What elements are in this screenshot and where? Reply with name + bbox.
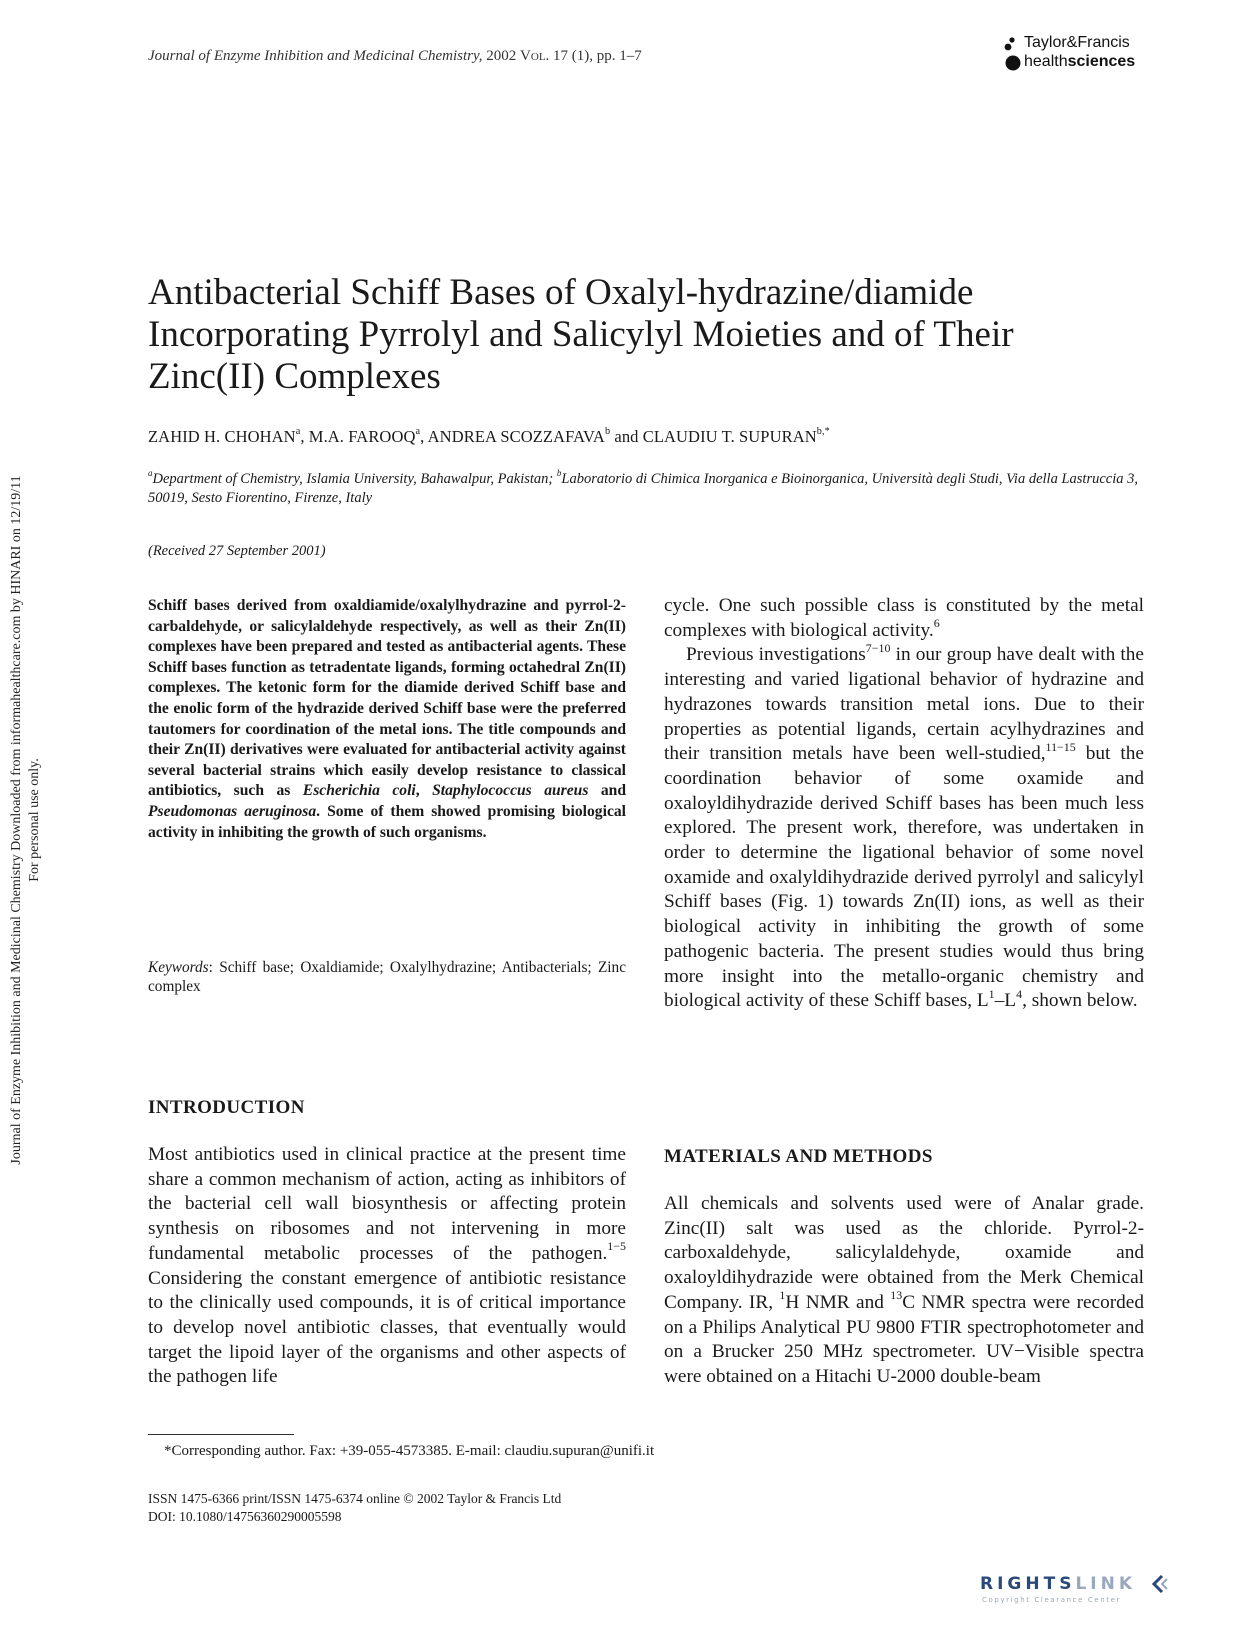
methods-text: All chemicals and solvents used were of Analar grade. Zinc(II) salt was used as the chloride. Pyrrol-2-carboxaldehyde, salicylaldehyde, oxamide and oxaloyldihydrazide were obtained from the Merk Chemical Company. IR, $^1$H NMR and $^{13}$C NMR spectra were recorded on a Philips Analytical PU 9800 FTIR spectrophotometer and on a Brucker 250 MHz spectrometer. UV−Visible spectra were obtained on a Hitachi U-2000 double-beam (664, 1193, 1145, 1387)
doi-line[interactable]: DOI: 10.1080/14756360290005598 (148, 1509, 342, 1524)
author-1: ZAHID H. CHOHAN (148, 427, 296, 446)
introduction-text: Most antibiotics used in clinical practice at the present time share a common mechanism of action, acting as inhibitors of the bacterial cell wall biosynthesis or affecting protein synthesis on ribosomes and not intervening in more fundamental metabolic processes of the pathogen.$^{1-5}$ Considering the constant emergence of antibiotic resistance to the clinically used compounds, it is of critical importance to develop novel antibiotic classes, that eventually would target the lipoid layer of the organisms and other aspects of the pathogen life (148, 1144, 626, 1388)
author-2: , M.A. FAROOQ (300, 427, 416, 446)
journal-name: Journal of Enzyme Inhibition and Medicinal Chemistry, (148, 48, 483, 64)
species-p-aeruginosa: Pseudomonas aeruginosa (148, 802, 317, 820)
taylor-francis-logo-icon (1002, 36, 1022, 72)
author-4: and CLAUDIU T. SUPURAN (610, 427, 817, 446)
journal-vol-pages: 17 (1), pp. 1–7 (553, 48, 642, 64)
article-title (148, 272, 1128, 398)
side-note-line1: Journal of Enzyme Inhibition and Medicinal Chemistry Downloaded from informahealthcare.com by HINARI on 12/19/11 (9, 475, 24, 1165)
rightslink-subtitle: Copyright Clearance Center (982, 1596, 1122, 1604)
citation[interactable]: 1−5 (607, 1239, 626, 1254)
rightslink-arrow-icon (1152, 1575, 1168, 1593)
author-list: ZAHID H. CHOHAN$^a$, M.A. FAROOQ$^a$, ANDREA SCOZZAFAVA$^b$ and CLAUDIU T. $SUPURAN^{b,*}$ (148, 426, 830, 446)
footnote-divider (148, 1434, 294, 1435)
abstract: Schiff bases derived from oxaldiamide/oxalylhydrazine and pyrrol-2-carbaldehyde, or salicylaldehyde respectively, as well as their Zn(II) complexes have been prepared and tested as antibacterial agents. These Schiff bases function as tetradentate ligands, forming octahedral Zn(II) complexes. The ketonic form for the diamide derived Schiff base and the enolic form of the hydrazide derived Schiff base were the preferred tautomers for coordination of the metal ions. The title compounds and their Zn(II) derivatives were evaluated for antibacterial activity against several bacterial strains which easily develop resistance to classical antibiotics, such as Escherichia coli, Staphylococcus aureus and Pseudomonas aeruginosa. Some of them showed promising biological activity in inhibiting the growth of such organisms. (148, 597, 627, 841)
section-heading-methods: MATERIALS AND METHODS (664, 1146, 933, 1167)
publisher-name: Taylor&Francis (1024, 34, 1130, 51)
issn-line: ISSN 1475-6366 print/ISSN 1475-6374 online © 2002 Taylor & Francis Ltd (148, 1491, 562, 1506)
journal-vol-label: Vol. (520, 48, 550, 64)
citation[interactable]: 6 (933, 616, 940, 631)
corresponding-author-footnote: *Corresponding author. Fax: +39-055-4573385. E-mail: claudiu.supuran@unifi.it (164, 1443, 655, 1459)
title-line-3: Zinc(II) Complexes (148, 356, 441, 397)
citation[interactable]: 7−10 (865, 640, 891, 655)
affiliation-b: Laboratorio di Chimica Inorganica e Bioinorganica, Università degli Studi, Via della Lastruccia 3, 50019, Sesto Fiorentino, Firenze, Italy (148, 471, 1138, 506)
right-column-text: cycle. One such possible class is constituted by the metal complexes with biological activity.$^6$ Previous investigations$^{7-10}$ in our group have dealt with the interesting and varied ligational behavior of hydrazine and hydrazones towards transition metal ions. Due to their properties as potential ligands, certain acylhydrazines and their transition metals have been well-studied,$^{11-15}$ but the coordination behavior of some oxamide and oxaloyldihydrazide derived Schiff bases has been much less explored. The present work, therefore, was undertaken in order to determine the ligational behavior of some novel oxamide and oxalyldihydrazide derived pyrrolyl and salicylyl Schiff bases (Fig. 1) towards Zn(II) ions, as well as their biological activity in inhibiting the growth of some pathogenic bacteria. The present studies would thus bring more insight into the metallo-organic chemistry and biological activity of these Schiff bases, $L^1-L^4$, shown below. (664, 595, 1144, 1012)
journal-year: 2002 (486, 48, 517, 64)
publisher-division: healthsciences (1024, 53, 1136, 70)
affiliation-a: Department of Chemistry, Islamia University, Bahawalpur, Pakistan; (152, 471, 557, 487)
species-e-coli: Escherichia coli (302, 782, 416, 800)
citation[interactable]: 11−15 (1045, 739, 1076, 754)
keywords-label: Keywords (148, 959, 209, 976)
title-line-1: Antibacterial Schiff Bases of Oxalyl-hydrazine/diamide (148, 272, 974, 313)
journal-header (148, 48, 642, 65)
rightslink-wordmark: RIGHTSLINK (980, 1574, 1136, 1594)
download-side-note (8, 420, 68, 1220)
species-s-aureus: Staphylococcus aureus (432, 782, 589, 800)
keywords (148, 958, 626, 996)
affiliations: $^a$Department of Chemistry, Islamia University, Bahawalpur, Pakistan; $^b$Laboratorio di Chimica Inorganica e Bioinorganica, Università degli Studi, Via della Lastruccia 3, 50019, Sesto Fiorentino, Firenze, Italy (148, 468, 1138, 506)
author-3: , ANDREA SCOZZAFAVA (420, 427, 605, 446)
received-date: (Received 27 September 2001) (148, 543, 326, 559)
keywords-text: : Schiff base; Oxaldiamide; Oxalylhydrazine; Antibacterials; Zinc complex (148, 959, 626, 995)
section-heading-introduction: INTRODUCTION (148, 1097, 305, 1118)
rightslink-logo[interactable] (980, 1574, 1170, 1610)
side-note-line2: For personal use only. (27, 758, 42, 882)
title-line-2: Incorporating Pyrrolyl and Salicylyl Moieties and of Their (148, 314, 1014, 355)
publisher-logo[interactable] (1002, 34, 1152, 74)
issn-doi (148, 1490, 561, 1526)
